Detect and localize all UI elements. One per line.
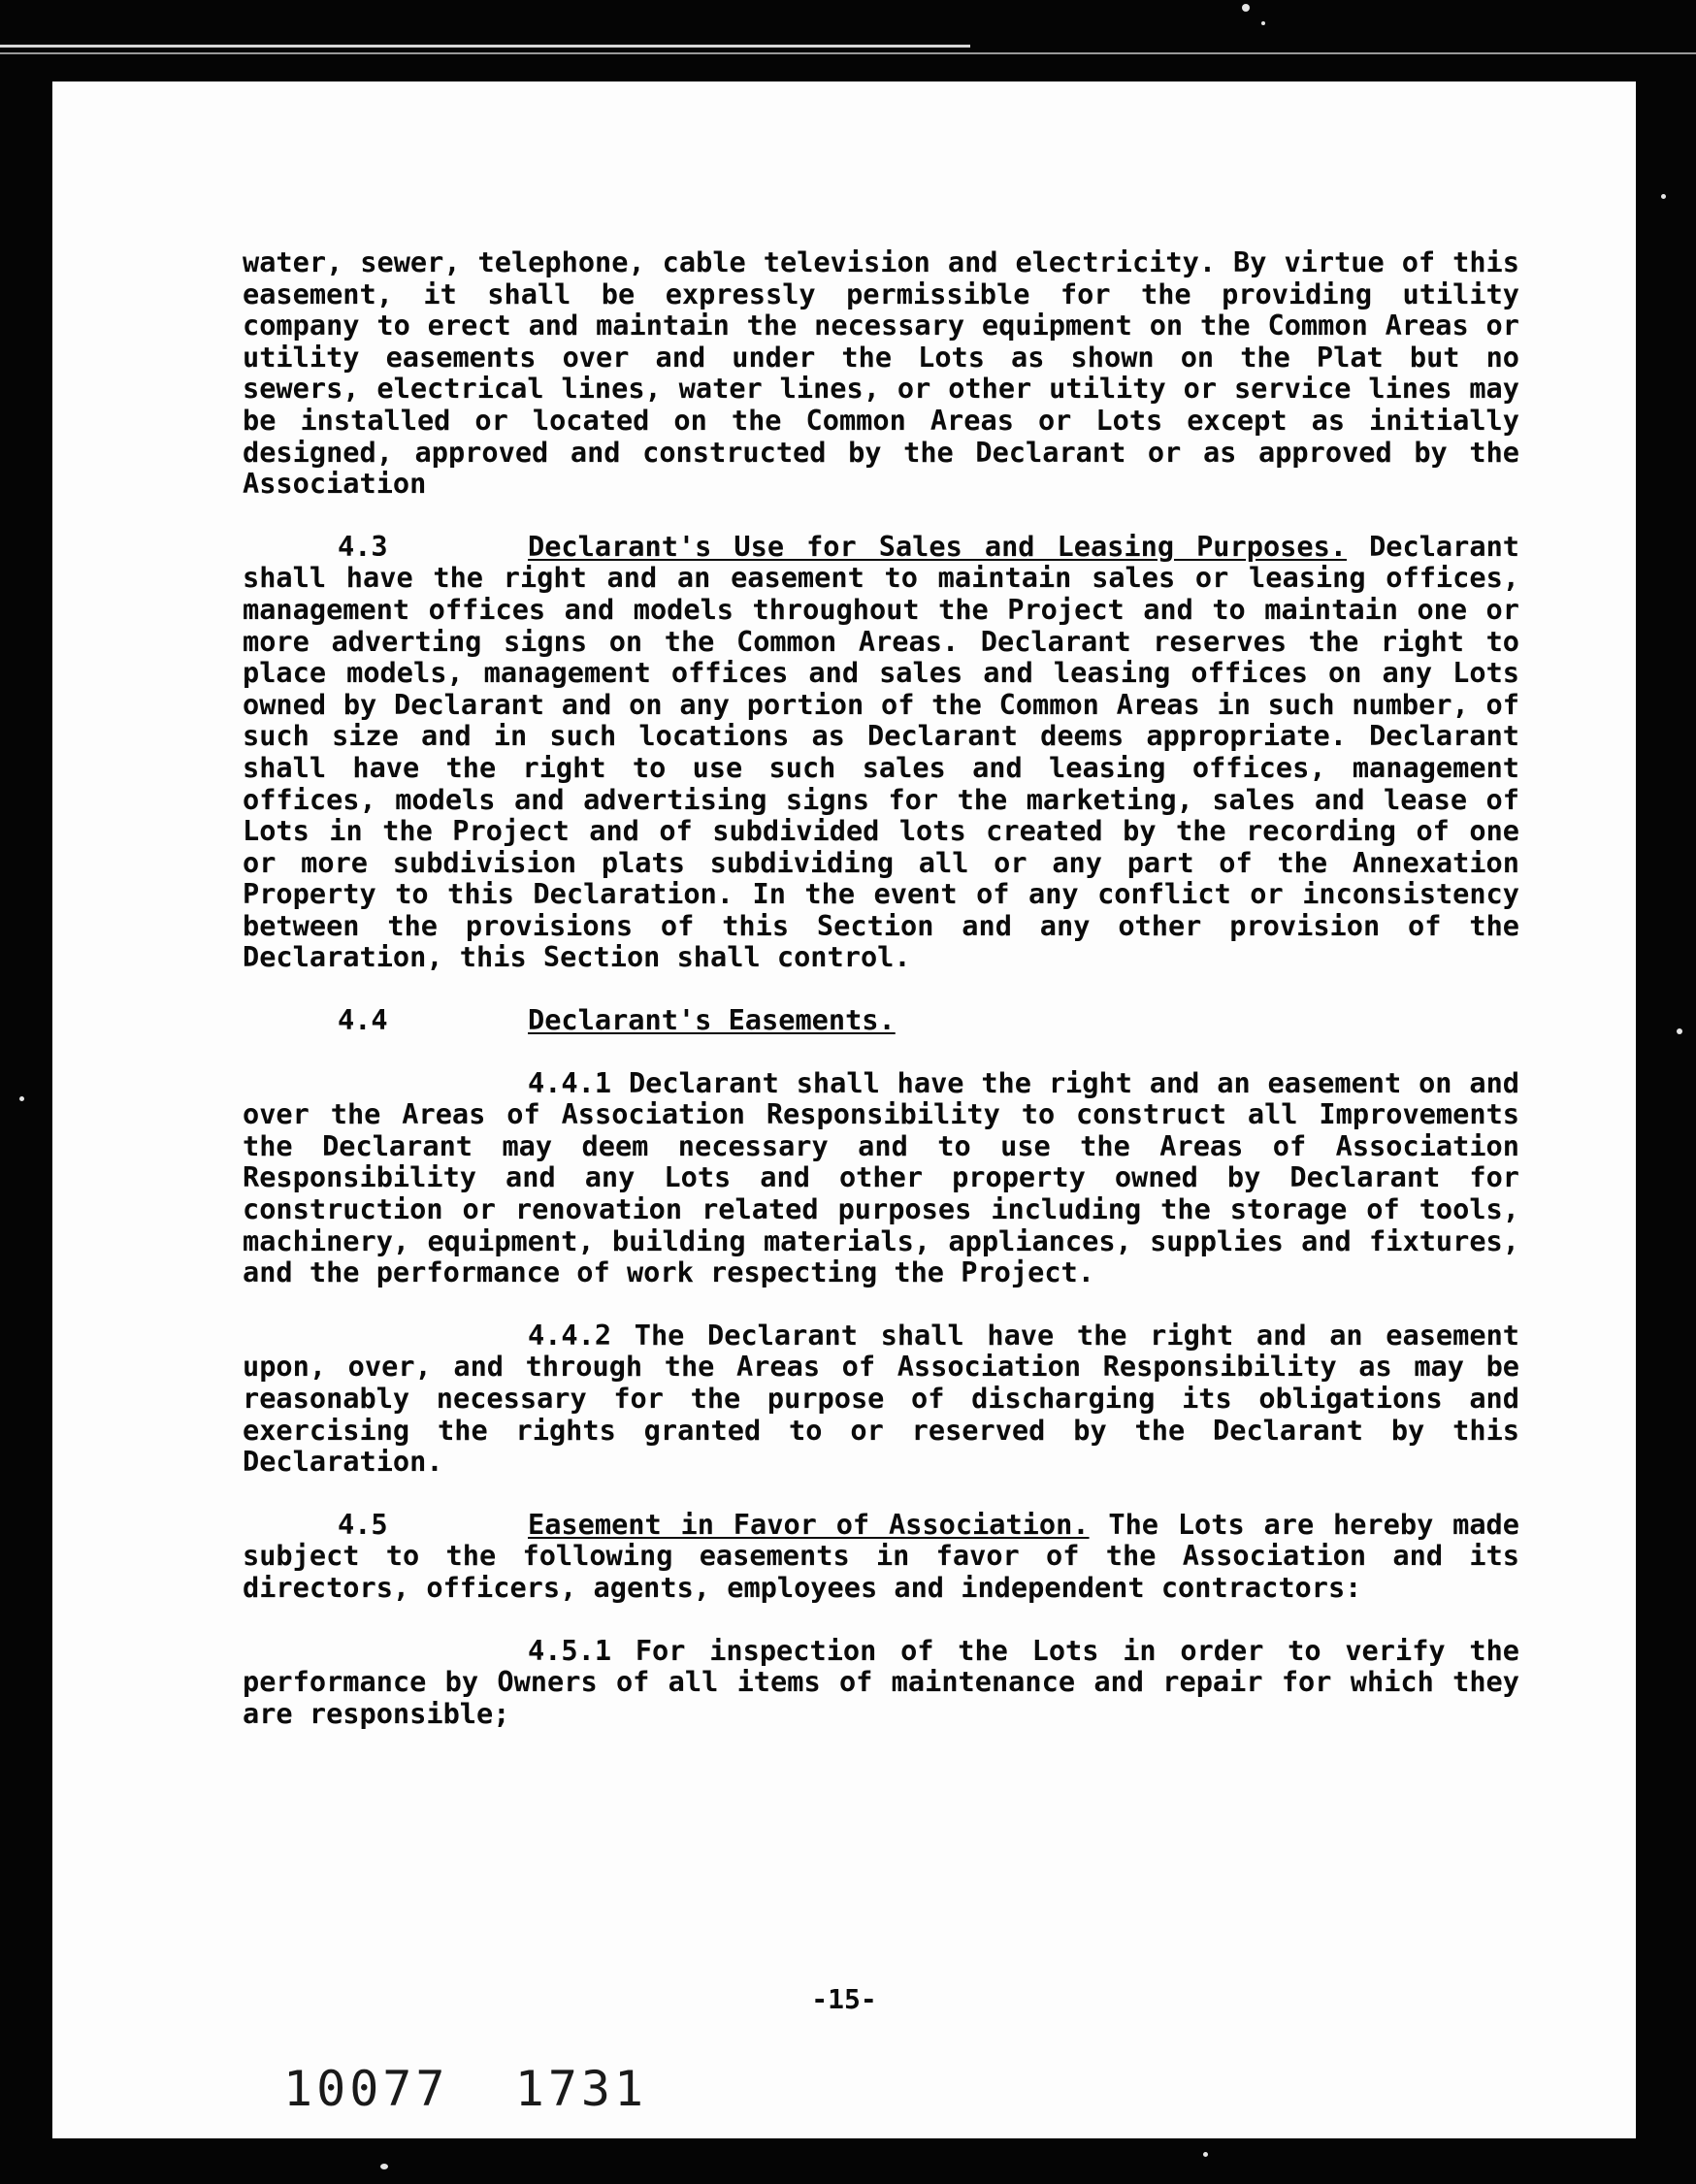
intro-paragraph: water, sewer, telephone, cable television and electricity. By virtue of this easement, it shall be expressly permissible for the providing utility company to erect and maintain the necessary equipment on the Common Areas or utility easements over and under the Lots as shown on the Plat but no sewers, electrical lines, water lines, or other utility or service lines may be installed or located on the Common Areas or Lots except as initially designed, approved and constructed by the Declarant or as approved by the Association	[243, 245, 1519, 501]
section-number: 4.4	[338, 1003, 388, 1037]
scan-speck	[1677, 1028, 1682, 1034]
section-number: 4.3	[338, 529, 388, 563]
section-heading: Easement in Favor of Association.	[528, 1507, 1090, 1541]
scan-speck	[1261, 21, 1265, 25]
document-body	[243, 246, 1519, 1760]
subsection-body: The Declarant shall have the right and an easement upon, over, and through the Areas of Association Responsibility as may be reasonably necessary for the purpose of discharging its obligations and exercising the rights granted to or reserved by the Declarant by this Declaration.	[243, 1318, 1519, 1479]
section-body: The Lots are hereby made subject to the following easements in favor of the Association and its directors, officers, agents, employees and independent contractors:	[243, 1507, 1519, 1604]
section-heading: Declarant's Easements.	[528, 1003, 896, 1037]
section-body: Declarant shall have the right and an easement to maintain sales or leasing offices, management offices and models throughout the Project and to maintain one or more adverting signs on the Common Areas. Declarant reserves the right to place models, management offices and sales and leasing offices on any Lots owned by Declarant and on any portion of the Common Areas in such number, of such size and in such locations as Declarant deems appropriate. Declarant shall have the right to use such sales and leasing offices, management offices, models and advertising signs for the marketing, sales and lease of Lots in the Project and of subdivided lots created by the recording of one or more subdivision plats subdividing all or any part of the Annexation Property to this Declaration. In the event of any conflict or inconsistency between the provisions of this Section and any other provision of the Declaration, this Section shall control.	[243, 529, 1519, 974]
recording-stamp: 10077 1731	[283, 2061, 648, 2117]
subsection-number: 4.5.1	[528, 1633, 612, 1667]
subsection-4-5-1	[243, 1635, 1519, 1730]
section-4-4	[243, 1004, 1519, 1036]
section-4-5	[243, 1509, 1519, 1604]
scan-speck	[380, 2164, 388, 2169]
section-number: 4.5	[338, 1507, 388, 1541]
scan-speck	[19, 1096, 24, 1101]
page-number: -15-	[811, 1983, 877, 2015]
scan-edge-line	[0, 52, 1696, 54]
scan-edge-line	[0, 45, 970, 48]
document-page	[52, 81, 1636, 2138]
subsection-4-4-2	[243, 1320, 1519, 1478]
scan-speck	[1242, 4, 1250, 12]
subsection-number: 4.4.2	[528, 1318, 612, 1352]
section-4-3	[243, 531, 1519, 973]
subsection-4-4-1	[243, 1067, 1519, 1288]
subsection-body: Declarant shall have the right and an easement on and over the Areas of Association Responsibility to construct all Improvements the Declarant may deem necessary and to use the Areas of Association Responsibility and any Lots and other property owned by Declarant for construction or renovation related purposes including the storage of tools, machinery, equipment, building materials, appliances, supplies and fixtures, and the performance of work respecting the Project.	[243, 1065, 1520, 1289]
scan-speck	[1203, 2152, 1208, 2157]
scan-speck	[1661, 194, 1666, 199]
subsection-body: For inspection of the Lots in order to verify the performance by Owners of all items of maintenance and repair for which they are responsible;	[243, 1633, 1519, 1730]
subsection-number: 4.4.1	[528, 1065, 612, 1099]
section-heading: Declarant's Use for Sales and Leasing Purposes.	[528, 529, 1348, 563]
